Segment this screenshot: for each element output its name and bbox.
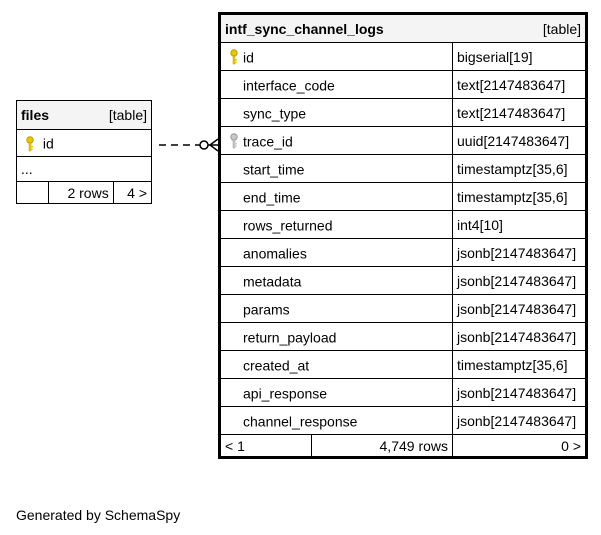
table-footer: [17, 182, 152, 204]
generated-by-label: Generated by SchemaSpy: [16, 507, 181, 523]
column-name: sync_type: [243, 105, 307, 122]
column-name-cell: [220, 407, 453, 435]
table-header: [220, 14, 587, 43]
table-name: files: [21, 107, 50, 123]
column-name-cell: [220, 183, 453, 211]
column-name: end_time: [243, 189, 301, 206]
column-type: timestamptz[35,6]: [453, 351, 587, 379]
column-name: id: [42, 135, 54, 152]
column-name: created_at: [243, 357, 310, 374]
column-type: text[2147483647]: [453, 99, 587, 127]
column-type: jsonb[2147483647]: [453, 379, 587, 407]
intf-sync-channel-logs-table[interactable]: [218, 12, 588, 459]
column-name: trace_id: [243, 133, 293, 150]
key-slot: [225, 413, 243, 429]
column-name-cell: [220, 267, 453, 295]
column-name: interface_code: [243, 77, 335, 94]
table-row[interactable]: [220, 99, 587, 127]
column-name-cell: [220, 155, 453, 183]
column-type: timestamptz[35,6]: [453, 155, 587, 183]
column-name: api_response: [243, 385, 328, 402]
column-name-cell: [220, 295, 453, 323]
column-name: rows_returned: [243, 217, 333, 234]
more-columns: ...: [17, 157, 152, 182]
column-type: int4[10]: [453, 211, 587, 239]
key-slot: [225, 189, 243, 205]
table-row[interactable]: [220, 351, 587, 379]
column-type: jsonb[2147483647]: [453, 323, 587, 351]
primary-key-icon: [225, 49, 243, 65]
table-footer: [220, 435, 587, 458]
table-row[interactable]: [220, 295, 587, 323]
column-type: timestamptz[35,6]: [453, 183, 587, 211]
column-name-cell: [220, 99, 453, 127]
column-type: jsonb[2147483647]: [453, 407, 587, 435]
column-name: params: [243, 301, 290, 318]
column-type: jsonb[2147483647]: [453, 295, 587, 323]
table-kind: [table]: [542, 20, 582, 37]
table-header: [17, 101, 152, 130]
row-count: 4,749 rows: [312, 435, 453, 458]
table-row[interactable]: [220, 183, 587, 211]
column-name: return_payload: [243, 329, 337, 346]
column-name-cell: [220, 43, 453, 71]
table-row[interactable]: [220, 155, 587, 183]
table-row[interactable]: [220, 43, 587, 71]
column-type: jsonb[2147483647]: [453, 267, 587, 295]
key-slot: [225, 245, 243, 261]
footer-right[interactable]: 4 >: [113, 182, 151, 204]
table-kind: [table]: [108, 107, 147, 123]
files-table[interactable]: [16, 100, 152, 204]
footer-left: [17, 182, 49, 204]
column-name-cell: [220, 239, 453, 267]
column-name-cell: [220, 71, 453, 99]
table-row[interactable]: [220, 379, 587, 407]
column-name: anomalies: [243, 245, 307, 262]
foreign-key-icon: [225, 133, 243, 149]
column-name: channel_response: [243, 413, 358, 430]
key-slot: [225, 217, 243, 233]
footer-left[interactable]: < 1: [220, 435, 312, 458]
table-row[interactable]: [220, 239, 587, 267]
key-slot: [225, 77, 243, 93]
column-name-cell: [220, 127, 453, 155]
table-row[interactable]: [220, 407, 587, 435]
primary-key-icon: [21, 136, 39, 152]
column-type: text[2147483647]: [453, 71, 587, 99]
table-row[interactable]: [220, 71, 587, 99]
column-type: bigserial[19]: [453, 43, 587, 71]
table-row[interactable]: [17, 130, 152, 157]
column-name: start_time: [243, 161, 305, 178]
footer-right[interactable]: 0 >: [453, 435, 587, 458]
key-slot: [225, 105, 243, 121]
key-slot: [225, 357, 243, 373]
table-name: intf_sync_channel_logs: [225, 20, 384, 37]
key-slot: [225, 385, 243, 401]
table-row[interactable]: [220, 323, 587, 351]
column-name-cell: [220, 211, 453, 239]
table-row[interactable]: [220, 127, 587, 155]
key-slot: [225, 273, 243, 289]
column-name-cell: [220, 323, 453, 351]
column-name: id: [243, 49, 254, 66]
key-slot: [225, 161, 243, 177]
key-slot: [225, 329, 243, 345]
column-type: jsonb[2147483647]: [453, 239, 587, 267]
column-list: [220, 43, 587, 435]
table-row[interactable]: [220, 211, 587, 239]
column-name-cell: [220, 351, 453, 379]
column-type: uuid[2147483647]: [453, 127, 587, 155]
table-row[interactable]: [220, 267, 587, 295]
column-name: metadata: [243, 273, 302, 290]
column-name-cell: [220, 379, 453, 407]
key-slot: [225, 301, 243, 317]
row-count: 2 rows: [49, 182, 113, 204]
